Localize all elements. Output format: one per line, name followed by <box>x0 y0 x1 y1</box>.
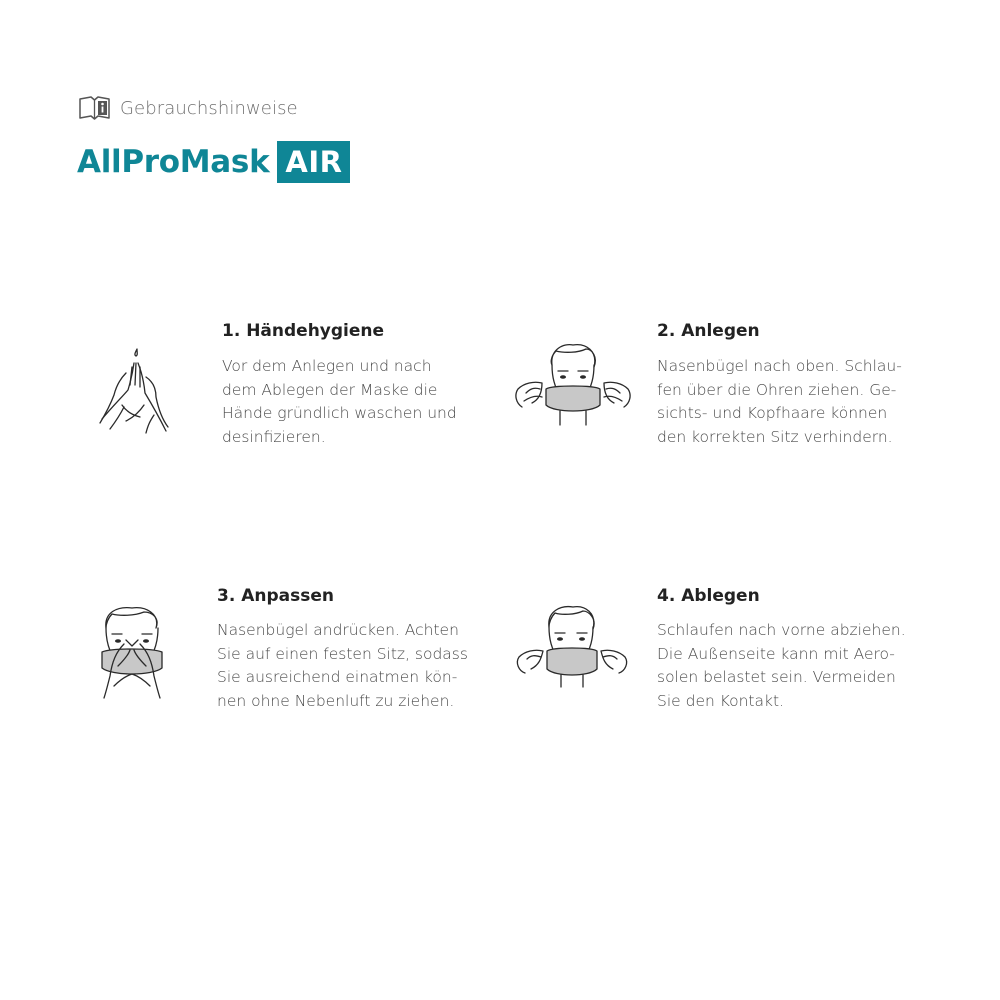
step-4-text <box>657 619 925 713</box>
brand-title: AllProMask <box>77 144 270 180</box>
step-2-line: sichts- und Kopfhaare können <box>657 404 888 422</box>
step-1-heading: 1. Händehygiene <box>222 321 385 341</box>
remove-mask-icon <box>515 605 631 689</box>
step-4-line: Sie den Kontakt. <box>657 691 784 710</box>
step-3-text <box>217 619 485 713</box>
step-3-line: Sie auf einen festen Sitz, sodass <box>217 644 468 663</box>
step-4-heading: 4. Ablegen <box>657 586 760 606</box>
step-3-heading: 3. Anpassen <box>217 586 334 606</box>
step-3-line: Nasenbügel andrücken. Achten <box>217 621 459 639</box>
step-3-line: Sie ausreichend einatmen kön- <box>217 668 458 686</box>
step-4-line: Die Außenseite kann mit Aero- <box>657 644 895 663</box>
step-1-text <box>222 355 490 449</box>
hand-disinfection-icon <box>96 345 172 437</box>
step-3-line: nen ohne Nebenluft zu ziehen. <box>217 691 455 710</box>
step-1-line: dem Ablegen der Maske die <box>222 380 438 399</box>
step-2-line: fen über die Ohren ziehen. Ge- <box>657 380 897 399</box>
title-row <box>77 141 350 183</box>
step-2-text <box>657 355 925 449</box>
subtitle-row <box>78 95 298 121</box>
adjust-nose-clip-icon <box>98 606 166 700</box>
step-4-line: solen belastet sein. Vermeiden <box>657 668 896 686</box>
step-2-line: den korrekten Sitz verhindern. <box>657 427 893 446</box>
step-4-line: Schlaufen nach vorne abziehen. <box>657 621 906 639</box>
step-1-line: Vor dem Anlegen und nach <box>222 357 432 375</box>
step-2-heading: 2. Anlegen <box>657 321 760 341</box>
step-1-line: desinfizieren. <box>222 427 326 446</box>
put-on-mask-icon <box>512 343 634 427</box>
step-1-line: Hände gründlich waschen und <box>222 404 457 422</box>
air-badge: AIR <box>277 141 350 183</box>
step-2-line: Nasenbügel nach oben. Schlau- <box>657 357 902 375</box>
book-info-icon <box>78 95 111 121</box>
subtitle: Gebrauchshinweise <box>120 97 298 119</box>
